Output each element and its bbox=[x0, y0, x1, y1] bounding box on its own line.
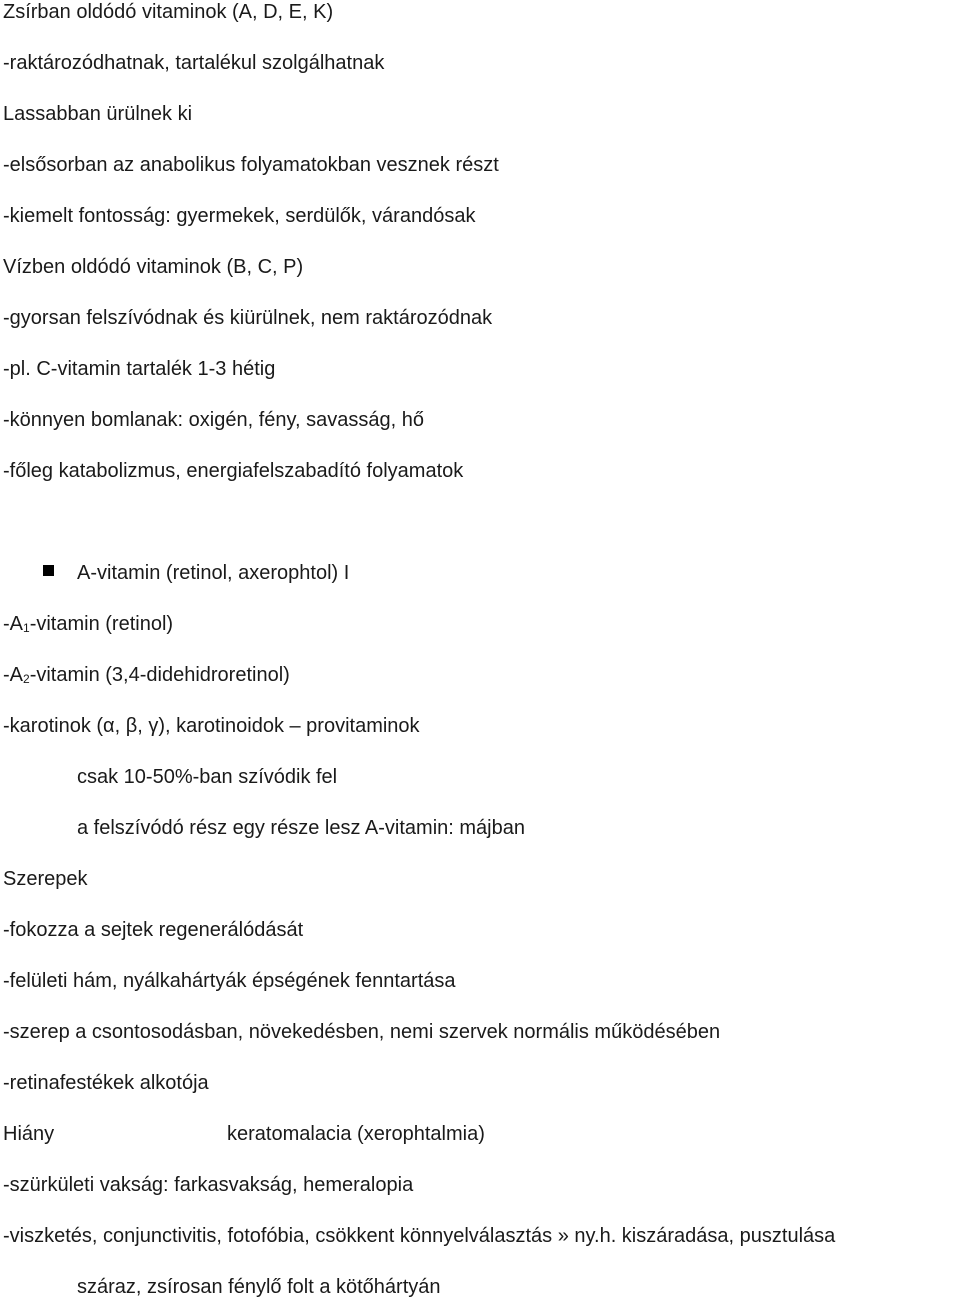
roles-heading: Szerepek bbox=[3, 868, 88, 890]
carotene-line: -karotinok (α, β, γ), karotinoidok – provitaminok bbox=[3, 715, 420, 737]
fat-soluble-item: -raktározódhatnak, tartalékul szolgálhatnak bbox=[3, 52, 385, 74]
absorption-line: a felszívódó rész egy része lesz A-vitamin: májban bbox=[77, 817, 525, 839]
square-bullet-icon bbox=[43, 565, 54, 576]
deficiency-item: -viszketés, conjunctivitis, fotofóbia, csökkent könnyelválasztás » ny.h. kiszáradása, pusztulása bbox=[3, 1225, 836, 1247]
fat-soluble-heading: Zsírban oldódó vitaminok (A, D, E, K) bbox=[3, 1, 334, 23]
water-soluble-item: -könnyen bomlanak: oxigén, fény, savasság, hő bbox=[3, 409, 424, 431]
a1-subscript: 1 bbox=[23, 621, 30, 635]
vitamin-a-heading: A-vitamin (retinol, axerophtol) I bbox=[77, 562, 350, 584]
role-item: -retinafestékek alkotója bbox=[3, 1072, 209, 1094]
fat-soluble-item: -elsősorban az anabolikus folyamatokban vesznek részt bbox=[3, 154, 499, 176]
deficiency-line bbox=[3, 1122, 603, 1146]
a1-suffix: -vitamin (retinol) bbox=[29, 613, 174, 635]
deficiency-label: Hiány bbox=[3, 1123, 55, 1145]
water-soluble-heading: Vízben oldódó vitaminok (B, C, P) bbox=[3, 256, 304, 278]
deficiency-note: száraz, zsírosan fénylő folt a kötőhártyán bbox=[77, 1276, 441, 1298]
vitamin-a2-line bbox=[3, 663, 290, 687]
deficiency-value: keratomalacia (xerophtalmia) bbox=[227, 1123, 485, 1145]
role-item: -szerep a csontosodásban, növekedésben, nemi szervek normális működésében bbox=[3, 1021, 721, 1043]
deficiency-item: -szürkületi vakság: farkasvakság, hemeralopia bbox=[3, 1174, 414, 1196]
role-item: -fokozza a sejtek regenerálódását bbox=[3, 919, 304, 941]
a1-prefix: -A bbox=[3, 613, 23, 635]
fat-soluble-item: Lassabban ürülnek ki bbox=[3, 103, 193, 125]
a2-suffix: -vitamin (3,4-didehidroretinol) bbox=[29, 664, 290, 686]
a2-prefix: -A bbox=[3, 664, 23, 686]
fat-soluble-item: -kiemelt fontosság: gyermekek, serdülők, várandósak bbox=[3, 205, 476, 227]
water-soluble-item: -gyorsan felszívódnak és kiürülnek, nem raktározódnak bbox=[3, 307, 493, 329]
water-soluble-item: -főleg katabolizmus, energiafelszabadító folyamatok bbox=[3, 460, 464, 482]
vitamin-a1-line bbox=[3, 612, 173, 636]
absorption-line: csak 10-50%-ban szívódik fel bbox=[77, 766, 338, 788]
role-item: -felületi hám, nyálkahártyák épségének fenntartása bbox=[3, 970, 456, 992]
water-soluble-item: -pl. C-vitamin tartalék 1-3 hétig bbox=[3, 358, 276, 380]
a2-subscript: 2 bbox=[23, 672, 30, 686]
